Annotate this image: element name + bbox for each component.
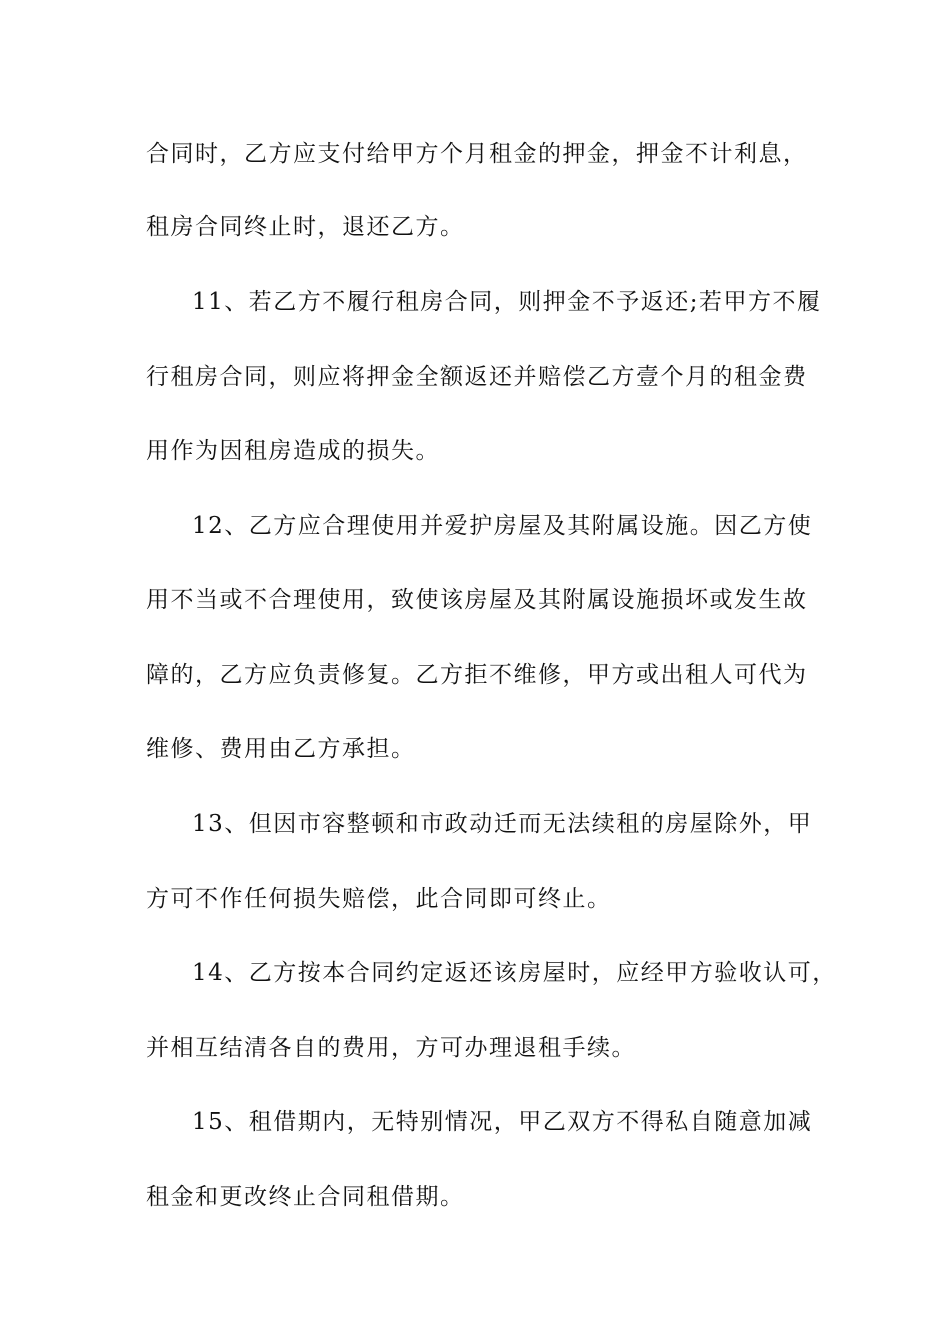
- text-line: 租金和更改终止合同租借期。: [146, 1184, 465, 1210]
- clause-13-line: 13、但因市容整顿和市政动迁而无法续租的房屋除外，甲: [192, 811, 813, 837]
- text-line: 维修、费用由乙方承担。: [146, 736, 416, 762]
- text-line: 障的，乙方应负责修复。乙方拒不维修，甲方或出租人可代为: [146, 662, 808, 688]
- text-line: 行租房合同，则应将押金全额返还并赔偿乙方壹个月的租金费: [146, 364, 808, 390]
- clause-14-line: 14、乙方按本合同约定返还该房屋时，应经甲方验收认可，: [192, 960, 837, 986]
- text-line: 用作为因租房造成的损失。: [146, 438, 440, 464]
- text-line: 租房合同终止时，退还乙方。: [146, 214, 465, 240]
- clause-11-line: 11、若乙方不履行租房合同，则押金不予返还;若甲方不履: [192, 289, 822, 315]
- text-line: 用不当或不合理使用，致使该房屋及其附属设施损坏或发生故: [146, 587, 808, 613]
- clause-12-line: 12、乙方应合理使用并爱护房屋及其附属设施。因乙方使: [192, 513, 813, 539]
- clause-15-line: 15、租借期内，无特别情况，甲乙双方不得私自随意加减: [192, 1109, 813, 1135]
- text-line: 合同时，乙方应支付给甲方个月租金的押金，押金不计利息，: [146, 141, 808, 167]
- text-line: 方可不作任何损失赔偿，此合同即可终止。: [146, 886, 612, 912]
- text-line: 并相互结清各自的费用，方可办理退租手续。: [146, 1035, 636, 1061]
